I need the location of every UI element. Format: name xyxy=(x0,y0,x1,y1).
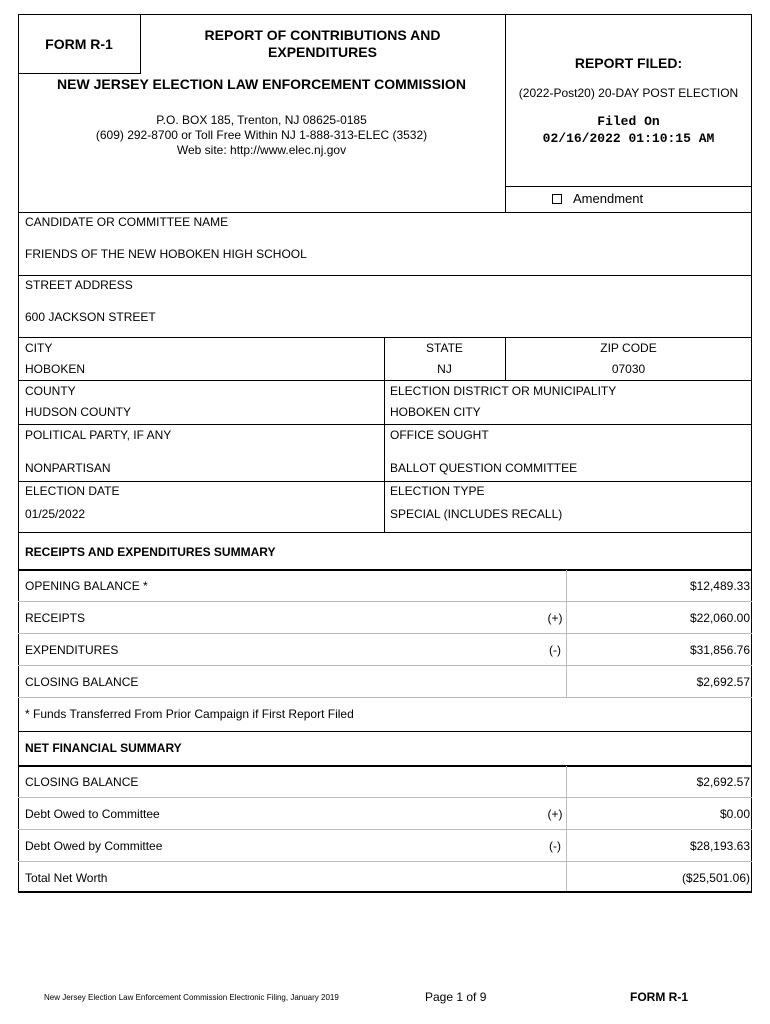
summary-row-label: OPENING BALANCE * xyxy=(25,579,148,593)
net-title: NET FINANCIAL SUMMARY xyxy=(25,741,182,755)
summary-row-label: EXPENDITURES xyxy=(25,643,119,657)
district-label: ELECTION DISTRICT OR MUNICIPALITY xyxy=(390,384,617,398)
info-line-city xyxy=(18,337,752,338)
info-left-border xyxy=(18,212,19,532)
summary-right-border xyxy=(751,570,752,732)
footer-source: New Jersey Election Law Enforcement Commission Electronic Filing, January 2019 xyxy=(44,993,339,1002)
office-label: OFFICE SOUGHT xyxy=(390,428,489,442)
election-date-label: ELECTION DATE xyxy=(25,484,120,498)
summary-row-line xyxy=(18,665,752,666)
summary-row-value: $2,692.57 xyxy=(696,675,750,689)
zip-label: ZIP CODE xyxy=(600,341,657,355)
net-row-label: Debt Owed to Committee xyxy=(25,807,160,821)
filed-on-datetime: 02/16/2022 01:10:15 AM xyxy=(542,131,715,146)
city-value: HOBOKEN xyxy=(25,362,86,376)
net-row-line xyxy=(18,829,752,830)
net-row-sign: (-) xyxy=(549,839,561,853)
info-line-street xyxy=(18,275,752,276)
summary-row-sign: (-) xyxy=(549,643,561,657)
net-bottom-border xyxy=(18,891,752,893)
form-id-underline xyxy=(18,73,141,74)
net-row-label: Debt Owed by Committee xyxy=(25,839,163,853)
summary-row-label: CLOSING BALANCE xyxy=(25,675,139,689)
report-period: (2022-Post20) 20-DAY POST ELECTION xyxy=(518,86,739,100)
election-type-value: SPECIAL (INCLUDES RECALL) xyxy=(390,507,563,521)
agency-website: Web site: http://www.elec.nj.gov xyxy=(176,143,347,157)
summary-row-sign: (+) xyxy=(547,611,563,625)
agency-address: P.O. BOX 185, Trenton, NJ 08625-0185 xyxy=(156,113,367,127)
office-value: BALLOT QUESTION COMMITTEE xyxy=(390,461,578,475)
county-value: HUDSON COUNTY xyxy=(25,405,132,419)
summary-row-line xyxy=(18,601,752,602)
summary-row-value: $12,489.33 xyxy=(689,579,750,593)
form-id-divider xyxy=(140,14,141,74)
summary-row-label: RECEIPTS xyxy=(25,611,86,625)
county-label: COUNTY xyxy=(25,384,76,398)
summary-left-border xyxy=(18,570,19,732)
net-row-value: $0.00 xyxy=(719,807,750,821)
candidate-label: CANDIDATE OR COMMITTEE NAME xyxy=(25,215,229,229)
city-label: CITY xyxy=(25,341,53,355)
footer-form-id: FORM R-1 xyxy=(630,990,688,1004)
report-title-line2: EXPENDITURES xyxy=(268,44,377,60)
net-row-value: ($25,501.06) xyxy=(681,871,750,885)
street-label: STREET ADDRESS xyxy=(25,278,133,292)
net-row-line xyxy=(18,797,752,798)
summary-row-line xyxy=(18,633,752,634)
net-row-value: $28,193.63 xyxy=(689,839,750,853)
election-type-label: ELECTION TYPE xyxy=(390,484,485,498)
footer-page: Page 1 of 9 xyxy=(425,990,487,1004)
net-row-label: CLOSING BALANCE xyxy=(25,775,139,789)
agency-phone: (609) 292-8700 or Toll Free Within NJ 1-888-313-ELEC (3532) xyxy=(95,128,428,142)
report-filed-label: REPORT FILED: xyxy=(574,55,683,71)
net-row-sign: (+) xyxy=(547,807,563,821)
summary-row-value: $22,060.00 xyxy=(689,611,750,625)
candidate-value: FRIENDS OF THE NEW HOBOKEN HIGH SCHOOL xyxy=(25,247,307,261)
amendment-checkbox[interactable] xyxy=(552,194,562,204)
net-row-value: $2,692.57 xyxy=(696,775,750,789)
street-value: 600 JACKSON STREET xyxy=(25,310,156,324)
header-divider-v xyxy=(505,14,506,213)
amendment-label: Amendment xyxy=(573,191,644,206)
party-label: POLITICAL PARTY, IF ANY xyxy=(25,428,172,442)
info-line-election xyxy=(18,481,752,482)
agency-name: NEW JERSEY ELECTION LAW ENFORCEMENT COMMISSION xyxy=(57,76,466,92)
summary-row-line xyxy=(18,697,752,698)
info-line-party xyxy=(18,424,752,425)
net-row-line xyxy=(18,861,752,862)
party-value: NONPARTISAN xyxy=(25,461,111,475)
report-title-line1: REPORT OF CONTRIBUTIONS AND xyxy=(204,27,441,43)
amendment-divider xyxy=(505,186,752,187)
summary-footnote: * Funds Transferred From Prior Campaign if First Report Filed xyxy=(25,707,354,721)
state-value: NJ xyxy=(437,362,452,376)
election-date-value: 01/25/2022 xyxy=(25,507,86,521)
form-id: FORM R-1 xyxy=(45,36,113,52)
filed-on-label: Filed On xyxy=(597,114,660,129)
summary-row-value: $31,856.76 xyxy=(689,643,750,657)
zip-value: 07030 xyxy=(611,362,646,376)
net-row-label: Total Net Worth xyxy=(25,871,108,885)
district-value: HOBOKEN CITY xyxy=(390,405,481,419)
state-label: STATE xyxy=(426,341,463,355)
summary-title: RECEIPTS AND EXPENDITURES SUMMARY xyxy=(25,545,276,559)
info-line-county xyxy=(18,380,752,381)
